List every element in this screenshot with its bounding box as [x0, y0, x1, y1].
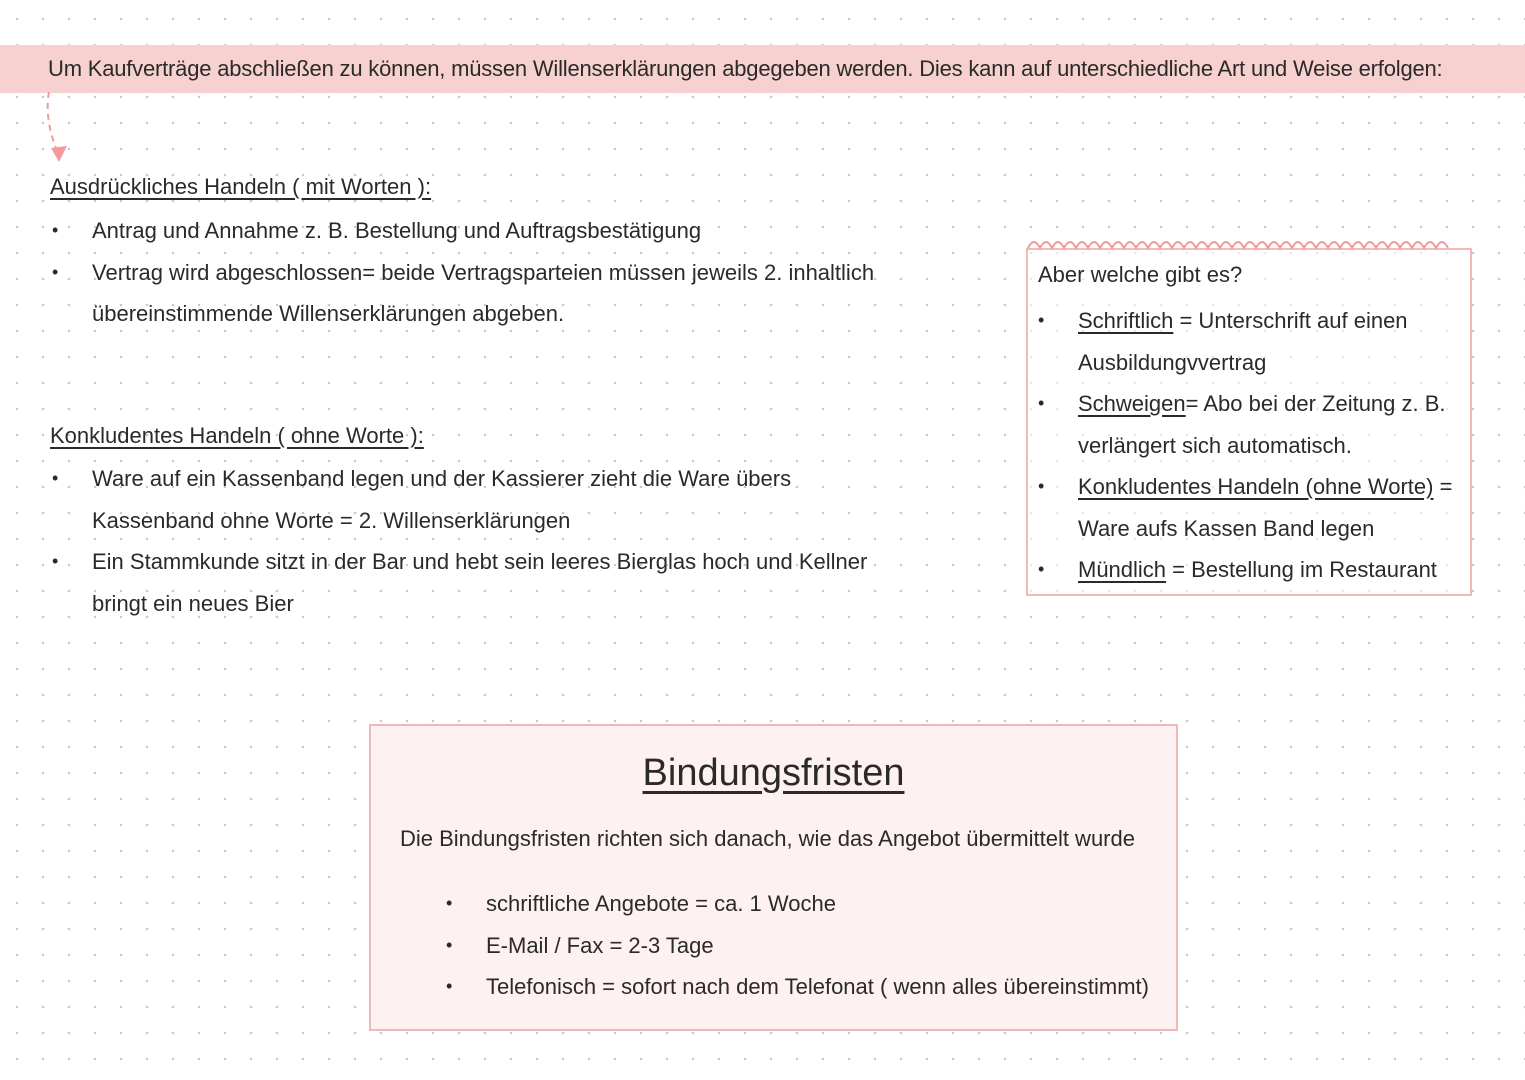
explicit-list	[50, 210, 880, 335]
list-item: • E-Mail / Fax = 2-3 Tage	[444, 925, 1149, 967]
intro-text: Um Kaufverträge abschließen zu können, müssen Willenserklärungen abgegeben werden. Dies kann auf unterschiedliche Art und Weise erfolgen:	[48, 56, 1443, 81]
bindungsfristen-intro: Die Bindungsfristen richten sich danach, wie das Angebot übermittelt wurde	[400, 826, 1135, 851]
forms-list	[1036, 300, 1478, 591]
form-desc: = Ware aufs Kassen Band legen	[1078, 474, 1453, 541]
down-arrow-icon	[40, 88, 80, 168]
list-item: • Vertrag wird abgeschlossen= beide Vertragsparteien müssen jeweils 2. inhaltlich übereinstimmende Willenserklärungen abgeben.	[50, 252, 880, 335]
bindungsfristen-list	[444, 883, 1149, 1008]
list-item: • Ware auf ein Kassenband legen und der Kassierer zieht die Ware übers Kassenband ohne Worte = 2. Willenserklärungen	[50, 458, 910, 541]
forms-box-title: Aber welche gibt es?	[1038, 262, 1243, 287]
list-item: • Telefonisch = sofort nach dem Telefonat ( wenn alles übereinstimmt)	[444, 966, 1149, 1008]
form-term: Mündlich	[1078, 557, 1167, 582]
list-item: • Antrag und Annahme z. B. Bestellung und Auftragsbestätigung	[50, 210, 880, 252]
scribble-decoration-icon	[1026, 232, 1466, 258]
list-item	[1036, 466, 1478, 549]
form-term: Schriftlich	[1078, 308, 1174, 333]
bindungsfristen-title: Bindungsfristen	[642, 752, 905, 794]
form-desc: = Unterschrift auf einen Ausbildungvvertrag	[1078, 308, 1408, 375]
conclusive-heading: Konkludentes Handeln ( ohne Worte ):	[50, 423, 424, 448]
list-item	[1036, 383, 1478, 466]
list-item	[1036, 549, 1478, 591]
form-term: Schweigen	[1078, 391, 1186, 416]
explicit-heading: Ausdrückliches Handeln ( mit Worten ):	[50, 174, 432, 199]
list-item	[1036, 300, 1478, 383]
form-desc: = Abo bei der Zeitung z. B. verlängert sich automatisch.	[1078, 391, 1446, 458]
list-item: • Ein Stammkunde sitzt in der Bar und hebt sein leeres Bierglas hoch und Kellner bringt ein neues Bier	[50, 541, 910, 624]
list-item: • schriftliche Angebote = ca. 1 Woche	[444, 883, 1149, 925]
conclusive-list	[50, 458, 910, 624]
form-desc: = Bestellung im Restaurant	[1166, 557, 1437, 582]
form-term: Konkludentes Handeln (ohne Worte)	[1078, 474, 1434, 499]
